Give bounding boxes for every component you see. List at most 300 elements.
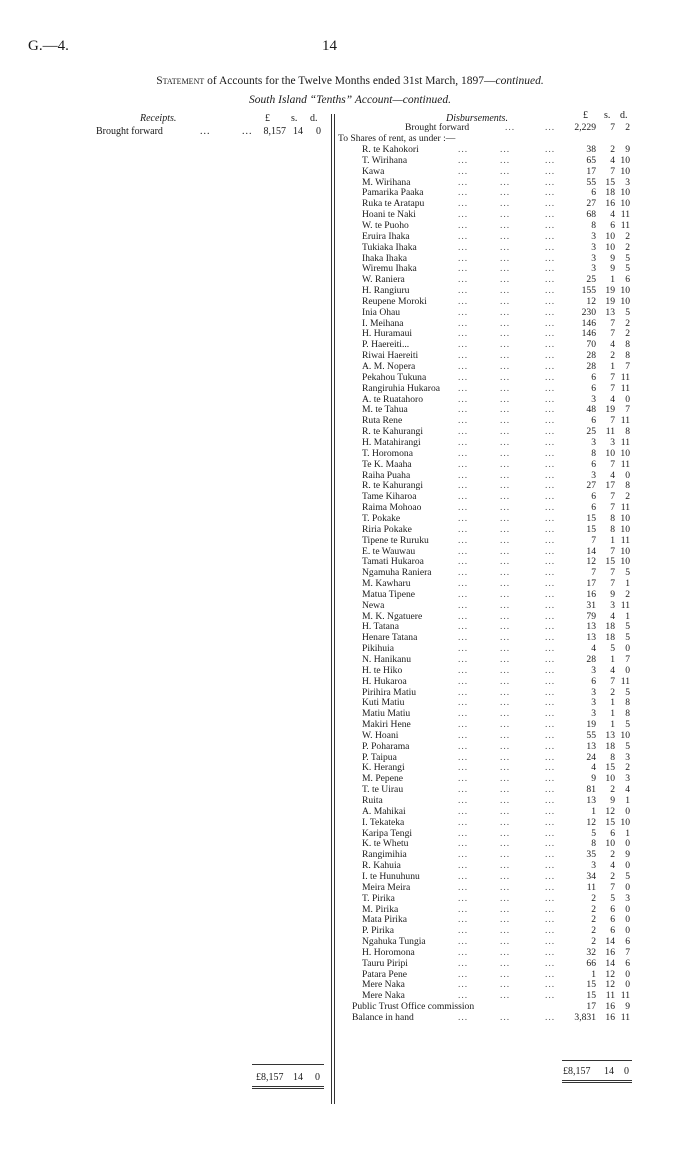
table-row <box>0 697 700 708</box>
table-row <box>0 404 700 415</box>
leader-dots: ... <box>500 946 511 958</box>
disb-total-rule <box>562 1060 632 1061</box>
leader-dots: ... <box>458 979 469 991</box>
amount-pounds: 25 <box>586 274 596 286</box>
amount-pounds: 27 <box>586 480 596 492</box>
leader-dots: ... <box>458 198 469 210</box>
leader-dots: ... <box>458 502 469 514</box>
leader-dots: ... <box>500 751 511 763</box>
leader-dots: ... <box>500 339 511 351</box>
amount-pounds: 32 <box>586 946 596 958</box>
leader-dots: ... <box>545 784 556 796</box>
leader-dots: ... <box>458 719 469 730</box>
account-subtitle: South Island “Tenths” Account—continued. <box>249 94 451 106</box>
amount-pence: 3 <box>625 892 630 904</box>
amount-pounds: 15 <box>586 512 596 524</box>
table-row <box>0 958 700 969</box>
amount-pounds: 8 <box>591 447 596 459</box>
amount-pence: 8 <box>625 480 630 492</box>
leader-dots: ... <box>545 209 556 221</box>
table-row <box>0 470 700 481</box>
amount-pounds: 14 <box>586 545 596 557</box>
leader-dots: ... <box>458 729 469 741</box>
payee-name: M. Kawharu <box>362 578 411 589</box>
payee-name: H. Matahirangi <box>362 436 421 448</box>
table-row <box>0 979 700 990</box>
table-row <box>0 307 700 318</box>
commission-row <box>0 1001 700 1012</box>
amount-pence: 5 <box>625 719 630 730</box>
leader-dots: ... <box>500 556 511 568</box>
payee-name: Ngahuka Tungia <box>362 936 426 947</box>
leader-dots: ... <box>500 209 511 221</box>
payee-name: W. Raniera <box>362 274 405 286</box>
payee-name: Tauru Piripi <box>362 957 408 969</box>
payee-name: M. Pepene <box>362 773 404 785</box>
leader-dots: ... <box>500 860 511 872</box>
leader-dots: ... <box>500 350 511 362</box>
leader-dots: ... <box>458 480 469 492</box>
disb-brought-forward-label: Brought forward <box>405 122 470 133</box>
leader-dots: ... <box>500 436 511 448</box>
amount-pence: 1 <box>625 827 630 839</box>
table-row <box>0 621 700 632</box>
leader-dots: ... <box>545 371 556 383</box>
amount-shillings: 16 <box>605 198 615 210</box>
leader-dots: ... <box>458 816 469 828</box>
payee-name: Rangiruhia Hukaroa <box>362 382 441 394</box>
amount-pounds: 3 <box>591 664 596 676</box>
table-row <box>0 893 700 904</box>
leader-dots: ... <box>500 219 511 231</box>
leader-dots: ... <box>500 241 511 253</box>
table-row <box>0 925 700 936</box>
leader-dots: ... <box>545 263 556 275</box>
amount-shillings: 17 <box>605 480 615 492</box>
leader-dots: ... <box>458 773 469 785</box>
leader-dots: ... <box>500 838 511 850</box>
amount-pence: 5 <box>625 870 630 882</box>
leader-dots: ... <box>458 936 469 947</box>
amount-pounds: 8 <box>591 219 596 231</box>
disb-bf-pounds: 2,229 <box>574 122 596 133</box>
table-row <box>0 947 700 958</box>
balance-shillings: 16 <box>605 1012 615 1023</box>
amount-pounds: 3 <box>591 436 596 448</box>
leader-dots: ... <box>500 773 511 785</box>
amount-pence: 3 <box>625 751 630 763</box>
amount-shillings: 1 <box>610 654 615 665</box>
amount-pence: 0 <box>625 860 630 872</box>
leader-dots: ... <box>545 447 556 459</box>
amount-pounds: 6 <box>591 502 596 514</box>
table-row <box>0 806 700 817</box>
amount-pounds: 28 <box>586 361 596 372</box>
amount-pence: 11 <box>620 502 630 514</box>
payee-name: Henare Tatana <box>362 632 418 644</box>
leader-dots: ... <box>500 371 511 383</box>
disb-total-rule-under-2 <box>562 1082 632 1083</box>
leader-dots: ... <box>545 382 556 394</box>
table-row <box>0 914 700 925</box>
leader-dots: ... <box>545 469 556 481</box>
amount-pounds: 19 <box>586 719 596 730</box>
disb-pound-head: £ <box>583 110 588 121</box>
leader-dots: ... <box>500 599 511 611</box>
table-row <box>0 350 700 361</box>
shares-of-rent-label: To Shares of rent, as under :— <box>338 133 456 144</box>
payee-name: H. Tatana <box>362 621 399 633</box>
amount-shillings: 4 <box>610 393 615 405</box>
leader-dots: ... <box>458 436 469 448</box>
table-row <box>0 491 700 502</box>
amount-shillings: 19 <box>605 285 615 296</box>
amount-shillings: 8 <box>610 523 615 535</box>
amount-pence: 11 <box>620 209 630 221</box>
amount-shillings: 9 <box>610 263 615 275</box>
payee-name: Meira Meira <box>362 881 411 893</box>
disb-pence-head: d. <box>620 110 628 121</box>
leader-dots: ... <box>500 523 511 535</box>
payee-name: Pamarika Paaka <box>362 187 424 199</box>
amount-shillings: 13 <box>605 729 615 741</box>
amount-pence: 6 <box>625 274 630 286</box>
leader-dots: ... <box>545 415 556 427</box>
leader-dots: ... <box>458 230 469 242</box>
table-row <box>0 448 700 459</box>
payee-name: K. te Whetu <box>362 838 409 850</box>
leader-dots: ... <box>545 621 556 633</box>
payee-name: H. Huramaui <box>362 328 413 340</box>
amount-pounds: 7 <box>591 534 596 546</box>
amount-pounds: 13 <box>586 795 596 806</box>
payee-name: P. Taipua <box>362 751 397 763</box>
leader-dots: ... <box>545 708 556 720</box>
table-row <box>0 762 700 773</box>
amount-shillings: 18 <box>605 187 615 199</box>
amount-shillings: 5 <box>610 892 615 904</box>
amount-pence: 11 <box>620 534 630 546</box>
amount-shillings: 7 <box>610 382 615 394</box>
amount-pence: 1 <box>625 610 630 622</box>
payee-name: W. te Puoho <box>362 219 409 231</box>
amount-pounds: 2 <box>591 914 596 926</box>
amount-pence: 1 <box>625 795 630 806</box>
leader-dots: ... <box>458 209 469 221</box>
leader-dots: ... <box>458 187 469 199</box>
table-row <box>0 394 700 405</box>
table-row <box>0 546 700 557</box>
leader-dots: ... <box>545 480 556 492</box>
amount-pence: 0 <box>625 979 630 991</box>
receipts-shilling-head: s. <box>291 113 298 124</box>
amount-pence: 8 <box>625 339 630 351</box>
payee-name: Karipa Tengi <box>362 827 413 839</box>
amount-shillings: 15 <box>605 762 615 774</box>
leader-dots: ... <box>545 773 556 785</box>
leader-dots: ... <box>545 675 556 687</box>
leader-dots: ... <box>545 491 556 503</box>
amount-shillings: 19 <box>605 295 615 307</box>
amount-pence: 7 <box>625 404 630 416</box>
amount-shillings: 4 <box>610 664 615 676</box>
receipts-total-rule-under-2 <box>252 1088 324 1089</box>
amount-pounds: 38 <box>586 144 596 155</box>
payee-name: P. Poharama <box>362 740 410 752</box>
payee-name: Raima Mohoao <box>362 502 422 514</box>
amount-shillings: 8 <box>610 512 615 524</box>
leader-dots: ... <box>545 176 556 188</box>
payee-name: M. Pirika <box>362 903 399 915</box>
payee-name: Tipene te Ruruku <box>362 534 429 546</box>
leader-dots: ... <box>458 946 469 958</box>
table-row <box>0 567 700 578</box>
amount-pounds: 70 <box>586 339 596 351</box>
table-row <box>0 415 700 426</box>
table-row <box>0 166 700 177</box>
payee-name: T. Pirika <box>362 892 395 904</box>
amount-shillings: 6 <box>610 827 615 839</box>
leader-dots: ... <box>458 654 469 665</box>
payee-name: Ruta Rene <box>362 415 403 427</box>
receipts-total-pence: 0 <box>315 1072 320 1083</box>
leader-dots: ... <box>545 805 556 817</box>
table-row <box>0 144 700 155</box>
table-row <box>0 253 700 264</box>
amount-pounds: 6 <box>591 491 596 503</box>
amount-pounds: 55 <box>586 729 596 741</box>
amount-shillings: 1 <box>610 719 615 730</box>
amount-shillings: 1 <box>610 361 615 372</box>
amount-shillings: 2 <box>610 350 615 362</box>
payee-name: Matiu Matiu <box>362 708 411 720</box>
leader-dots: ... <box>458 523 469 535</box>
leader-dots: ... <box>458 306 469 318</box>
payee-name: Kuti Matiu <box>362 697 405 709</box>
amount-shillings: 7 <box>610 675 615 687</box>
leader-dots: ... <box>545 914 556 926</box>
disb-total-rule-under <box>562 1080 632 1081</box>
leader-dots: ... <box>500 784 511 796</box>
leader-dots: ... <box>545 881 556 893</box>
receipts-total-pounds: £8,157 <box>256 1072 284 1083</box>
leader-dots: ... <box>545 870 556 882</box>
leader-dots: ... <box>500 274 511 286</box>
amount-shillings: 19 <box>605 404 615 416</box>
leader-dots: ... <box>500 295 511 307</box>
leader-dots: ... <box>500 252 511 264</box>
payee-name: Tukiaka Ihaka <box>362 241 417 253</box>
leader-dots: ... <box>545 892 556 904</box>
amount-pence: 11 <box>620 436 630 448</box>
amount-pounds: 6 <box>591 458 596 470</box>
leader-dots: ... <box>458 990 469 1002</box>
amount-pounds: 15 <box>586 523 596 535</box>
amount-shillings: 11 <box>605 426 615 438</box>
table-row <box>0 969 700 980</box>
amount-pounds: 2 <box>591 936 596 947</box>
amount-pence: 11 <box>620 599 630 611</box>
amount-pounds: 230 <box>581 306 596 318</box>
amount-pounds: 34 <box>586 870 596 882</box>
table-row <box>0 339 700 350</box>
leader-dots: ... <box>500 664 511 676</box>
payee-name: Patara Pene <box>362 968 408 980</box>
leader-dots: ... <box>500 697 511 709</box>
amount-pence: 11 <box>620 990 630 1002</box>
leader-dots: ... <box>458 881 469 893</box>
leader-dots: ... <box>545 165 556 177</box>
amount-pounds: 3 <box>591 393 596 405</box>
amount-shillings: 7 <box>610 415 615 427</box>
amount-shillings: 16 <box>605 946 615 958</box>
amount-pounds: 28 <box>586 654 596 665</box>
leader-dots: ... <box>545 436 556 448</box>
disbursements-heading: Disbursements. <box>446 113 508 124</box>
leader-dots: ... <box>458 404 469 416</box>
leader-dots: ... <box>458 317 469 329</box>
payee-name: T. Horomona <box>362 447 413 459</box>
leader-dots: ... <box>458 892 469 904</box>
leader-dots: ... <box>500 632 511 644</box>
amount-pence: 7 <box>625 361 630 372</box>
table-row <box>0 589 700 600</box>
table-row <box>0 459 700 470</box>
amount-pence: 10 <box>620 154 630 166</box>
amount-shillings: 4 <box>610 610 615 622</box>
leader-dots: ... <box>458 588 469 600</box>
payee-name: Hoani te Naki <box>362 209 416 221</box>
leader-dots: ... <box>458 784 469 796</box>
leader-dots: ... <box>545 458 556 470</box>
amount-shillings: 18 <box>605 740 615 752</box>
amount-pence: 2 <box>625 762 630 774</box>
leader-dots: ... <box>458 740 469 752</box>
leader-dots: ... <box>500 567 511 579</box>
leader-dots: ... <box>500 404 511 416</box>
leader-dots: ... <box>458 350 469 362</box>
leader-dots: ... <box>500 795 511 806</box>
amount-pounds: 3 <box>591 263 596 275</box>
leader-dots: ... <box>545 502 556 514</box>
amount-shillings: 11 <box>605 990 615 1002</box>
disb-total-shillings: 14 <box>604 1066 614 1077</box>
table-row <box>0 600 700 611</box>
leader-dots: ... <box>545 523 556 535</box>
receipts-total-rule-under <box>252 1086 324 1087</box>
table-row <box>0 480 700 491</box>
amount-pounds: 9 <box>591 773 596 785</box>
payee-name: A. Mahikai <box>362 805 406 817</box>
amount-pence: 2 <box>625 230 630 242</box>
amount-pence: 11 <box>620 219 630 231</box>
leader-dots: ... <box>505 122 516 133</box>
table-row <box>0 773 700 784</box>
payee-name: Raiha Puaha <box>362 469 411 481</box>
amount-pounds: 13 <box>586 740 596 752</box>
amount-pence: 6 <box>625 936 630 947</box>
amount-pounds: 2 <box>591 892 596 904</box>
payee-name: R. Kahuia <box>362 860 401 872</box>
amount-shillings: 13 <box>605 306 615 318</box>
leader-dots: ... <box>458 252 469 264</box>
amount-pounds: 12 <box>586 556 596 568</box>
leader-dots: ... <box>545 979 556 991</box>
leader-dots: ... <box>500 534 511 546</box>
leader-dots: ... <box>458 165 469 177</box>
commission-label: Public Trust Office commission <box>352 1001 475 1013</box>
amount-shillings: 7 <box>610 328 615 340</box>
leader-dots: ... <box>500 708 511 720</box>
leader-dots: ... <box>458 263 469 275</box>
leader-dots: ... <box>545 1012 556 1023</box>
leader-dots: ... <box>458 426 469 438</box>
leader-dots: ... <box>500 968 511 980</box>
amount-pounds: 12 <box>586 295 596 307</box>
leader-dots: ... <box>545 512 556 524</box>
leader-dots: ... <box>458 176 469 188</box>
table-row <box>0 860 700 871</box>
leader-dots: ... <box>458 762 469 774</box>
table-row <box>0 426 700 437</box>
amount-shillings: 10 <box>605 773 615 785</box>
amount-pounds: 28 <box>586 350 596 362</box>
table-row <box>0 665 700 676</box>
amount-pounds: 4 <box>591 762 596 774</box>
amount-pence: 5 <box>625 567 630 579</box>
leader-dots: ... <box>500 230 511 242</box>
amount-pence: 11 <box>620 458 630 470</box>
table-row <box>0 849 700 860</box>
leader-dots: ... <box>500 936 511 947</box>
amount-pounds: 16 <box>586 588 596 600</box>
leader-dots: ... <box>458 556 469 568</box>
amount-pence: 10 <box>620 545 630 557</box>
amount-shillings: 4 <box>610 339 615 351</box>
payee-name: Inia Ohau <box>362 306 401 318</box>
amount-pounds: 79 <box>586 610 596 622</box>
leader-dots: ... <box>500 849 511 861</box>
payee-name: Ihaka Ihaka <box>362 252 408 264</box>
commission-pence: 9 <box>625 1001 630 1013</box>
payee-name: K. Herangi <box>362 762 405 774</box>
amount-shillings: 10 <box>605 241 615 253</box>
table-row <box>0 361 700 372</box>
leader-dots: ... <box>545 219 556 231</box>
amount-pounds: 2 <box>591 903 596 915</box>
table-row <box>0 838 700 849</box>
payee-name: R. te Kahokori <box>362 144 419 155</box>
amount-shillings: 15 <box>605 556 615 568</box>
leader-dots: ... <box>500 881 511 893</box>
leader-dots: ... <box>545 936 556 947</box>
payee-name: T. te Uirau <box>362 784 404 796</box>
amount-pence: 10 <box>620 556 630 568</box>
leader-dots: ... <box>545 198 556 210</box>
table-row <box>0 437 700 448</box>
amount-shillings: 6 <box>610 914 615 926</box>
payee-name: P. Haereiti... <box>362 339 410 351</box>
disb-shilling-head: s. <box>604 110 611 121</box>
amount-pounds: 13 <box>586 632 596 644</box>
amount-shillings: 7 <box>610 165 615 177</box>
leader-dots: ... <box>500 990 511 1002</box>
payee-name: Pirihira Matiu <box>362 686 417 698</box>
amount-pounds: 81 <box>586 784 596 796</box>
leader-dots: ... <box>545 328 556 340</box>
amount-pounds: 15 <box>586 990 596 1002</box>
leader-dots: ... <box>545 643 556 655</box>
